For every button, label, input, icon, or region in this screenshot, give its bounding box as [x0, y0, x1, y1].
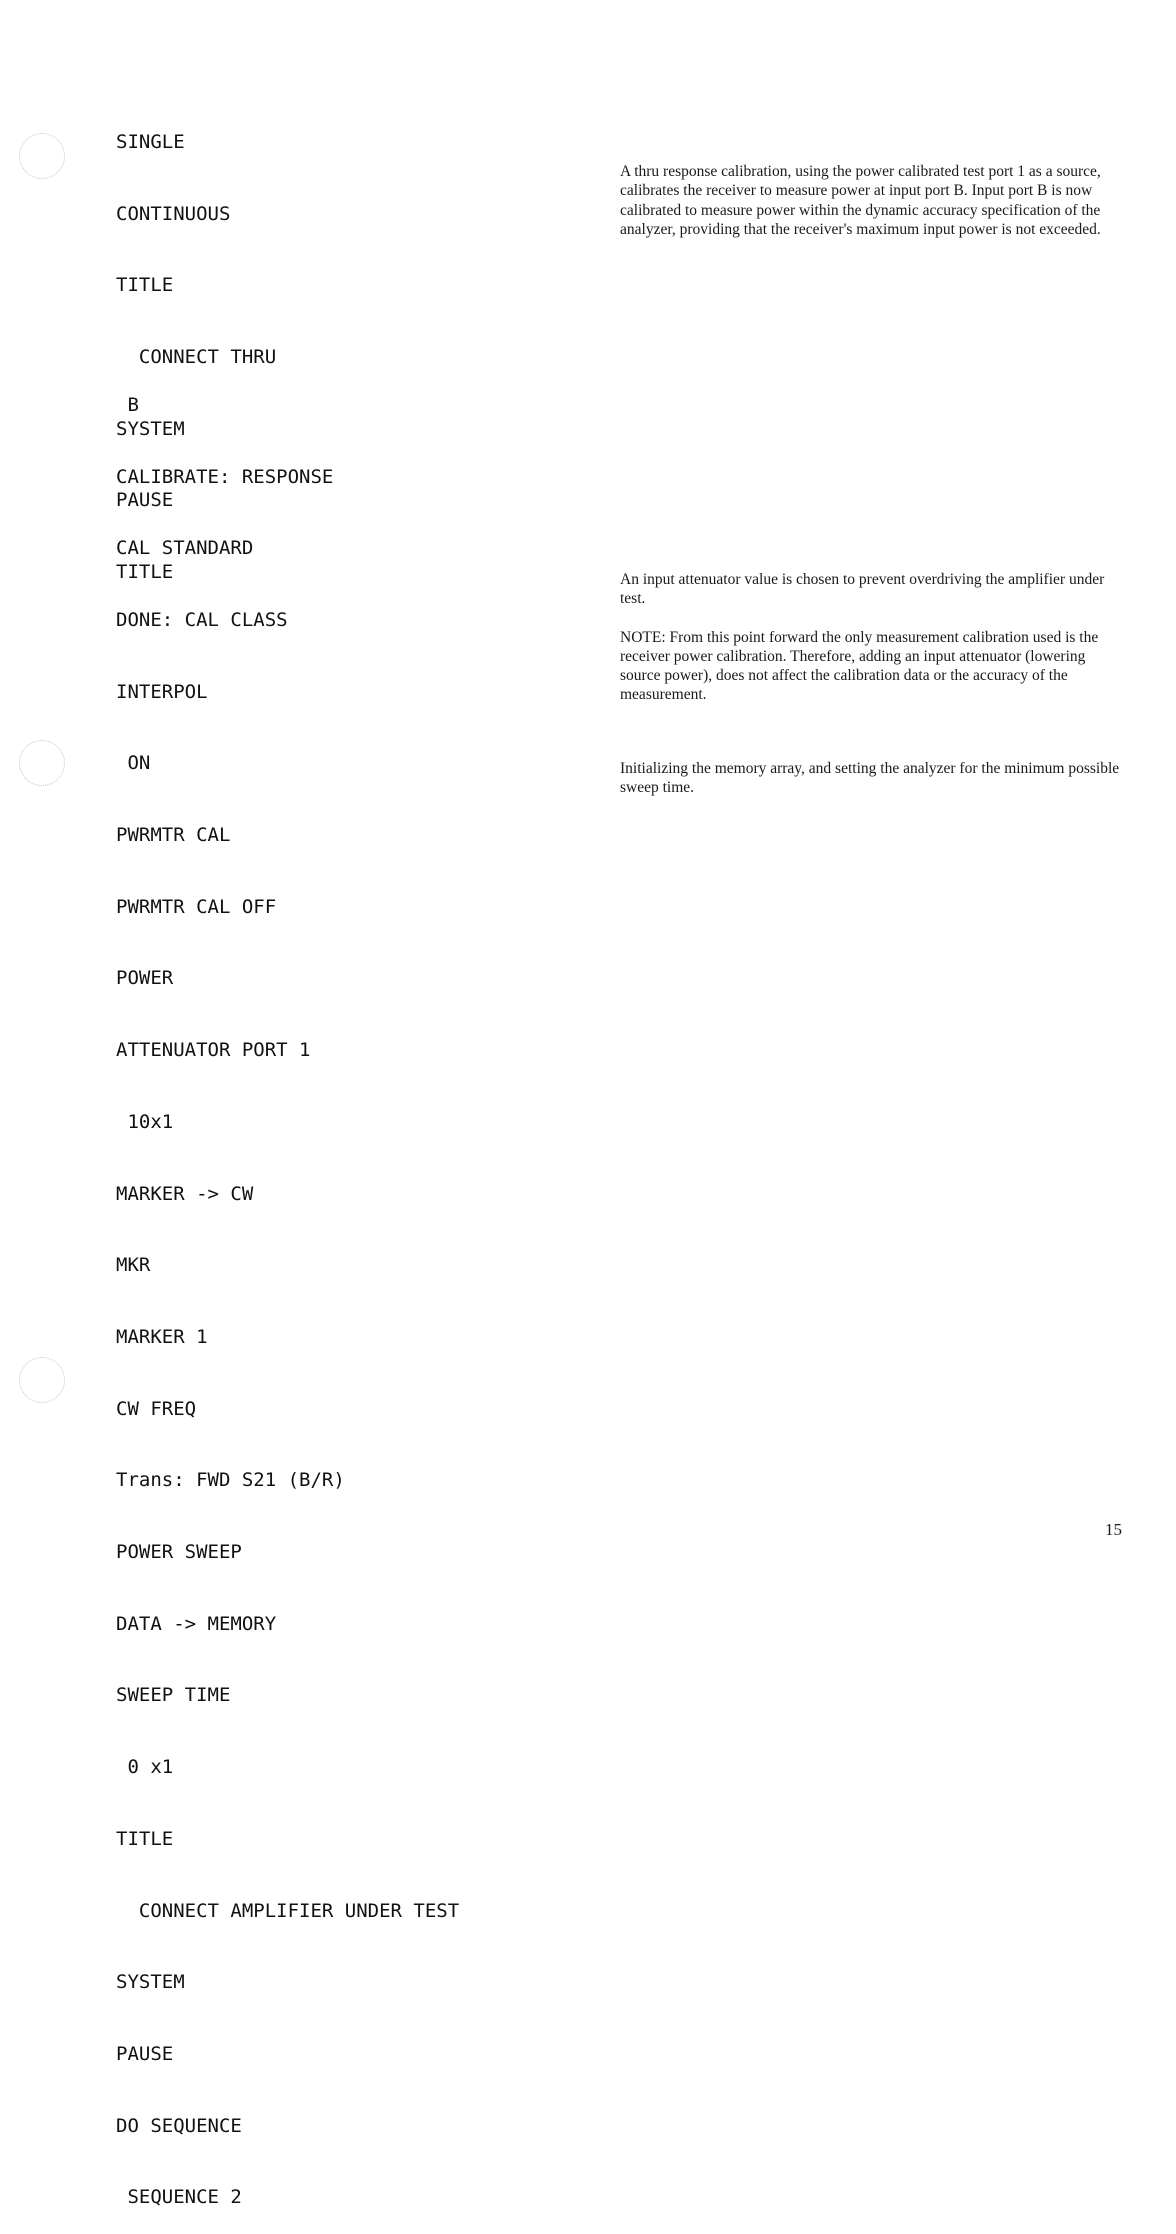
code-line: POWER [116, 967, 174, 990]
code-line: CALIBRATE: RESPONSE [116, 465, 334, 488]
punch-hole-bottom [19, 1357, 65, 1403]
code-line: SEQUENCE 2 [116, 2186, 242, 2209]
code-line: CONNECT AMPLIFIER UNDER TEST [116, 1899, 460, 1922]
code-line: PWRMTR CAL [116, 824, 231, 847]
keystroke-list-2 [116, 346, 459, 2234]
code-line: INTERPOL [116, 680, 208, 703]
code-line: B [116, 393, 139, 416]
code-line: PAUSE [116, 2042, 174, 2065]
code-line: DATA -> MEMORY [116, 1612, 277, 1635]
code-line: 0 x1 [116, 1756, 174, 1779]
code-line: 10x1 [116, 1110, 174, 1133]
code-line: SWEEP TIME [116, 1684, 231, 1707]
note-text: A thru response calibration, using the power calibrated test port 1 as a source, calibrates the receiver to measure power at input port B. Input port B is now calibrated to measure power within the dynamic accuracy specification of the analyzer, providing that the receiver's maximum input power is not exceeded. [620, 163, 1101, 238]
code-line: TITLE [116, 274, 174, 297]
code-line: MKR [116, 1254, 151, 1277]
note-attenuator-block [620, 570, 1116, 705]
code-line: ON [116, 752, 151, 775]
note-attenuator: An input attenuator value is chosen to prevent overdriving the amplifier under test. [620, 571, 1105, 608]
punch-hole-middle [19, 740, 65, 786]
code-line: POWER SWEEP [116, 1541, 242, 1564]
note-text: Initializing the memory array, and setting the analyzer for the minimum possible sweep time. [620, 760, 1120, 797]
code-line: Trans: FWD S21 (B/R) [116, 1469, 345, 1492]
code-line: MARKER -> CW [116, 1182, 254, 1205]
code-line: MARKER 1 [116, 1325, 208, 1348]
code-line: ATTENUATOR PORT 1 [116, 1039, 311, 1062]
punch-hole-top [19, 133, 65, 179]
code-line: TITLE [116, 561, 174, 584]
code-line: PWRMTR CAL OFF [116, 895, 277, 918]
code-line: CONNECT THRU [116, 345, 277, 368]
code-line: SYSTEM [116, 417, 185, 440]
code-line: SYSTEM [116, 1971, 185, 1994]
page-number: 15 [1105, 1520, 1122, 1539]
note-thru-calibration [620, 162, 1132, 239]
code-line: CAL STANDARD [116, 537, 254, 560]
note-memory-init [620, 759, 1126, 798]
code-line: TITLE [116, 1827, 174, 1850]
note-calibration: NOTE: From this point forward the only measurement calibration used is the receiver power calibration. Therefore, adding an input attenuator (lowering source power), does not affect the calibration data or the accuracy of the measurement. [620, 628, 1099, 704]
code-line: CONTINUOUS [116, 202, 231, 225]
code-line: CW FREQ [116, 1397, 197, 1420]
code-line: SINGLE [116, 130, 185, 153]
code-line: DO SEQUENCE [116, 2114, 242, 2137]
code-line: PAUSE [116, 489, 174, 512]
code-line: DONE: CAL CLASS [116, 608, 288, 631]
